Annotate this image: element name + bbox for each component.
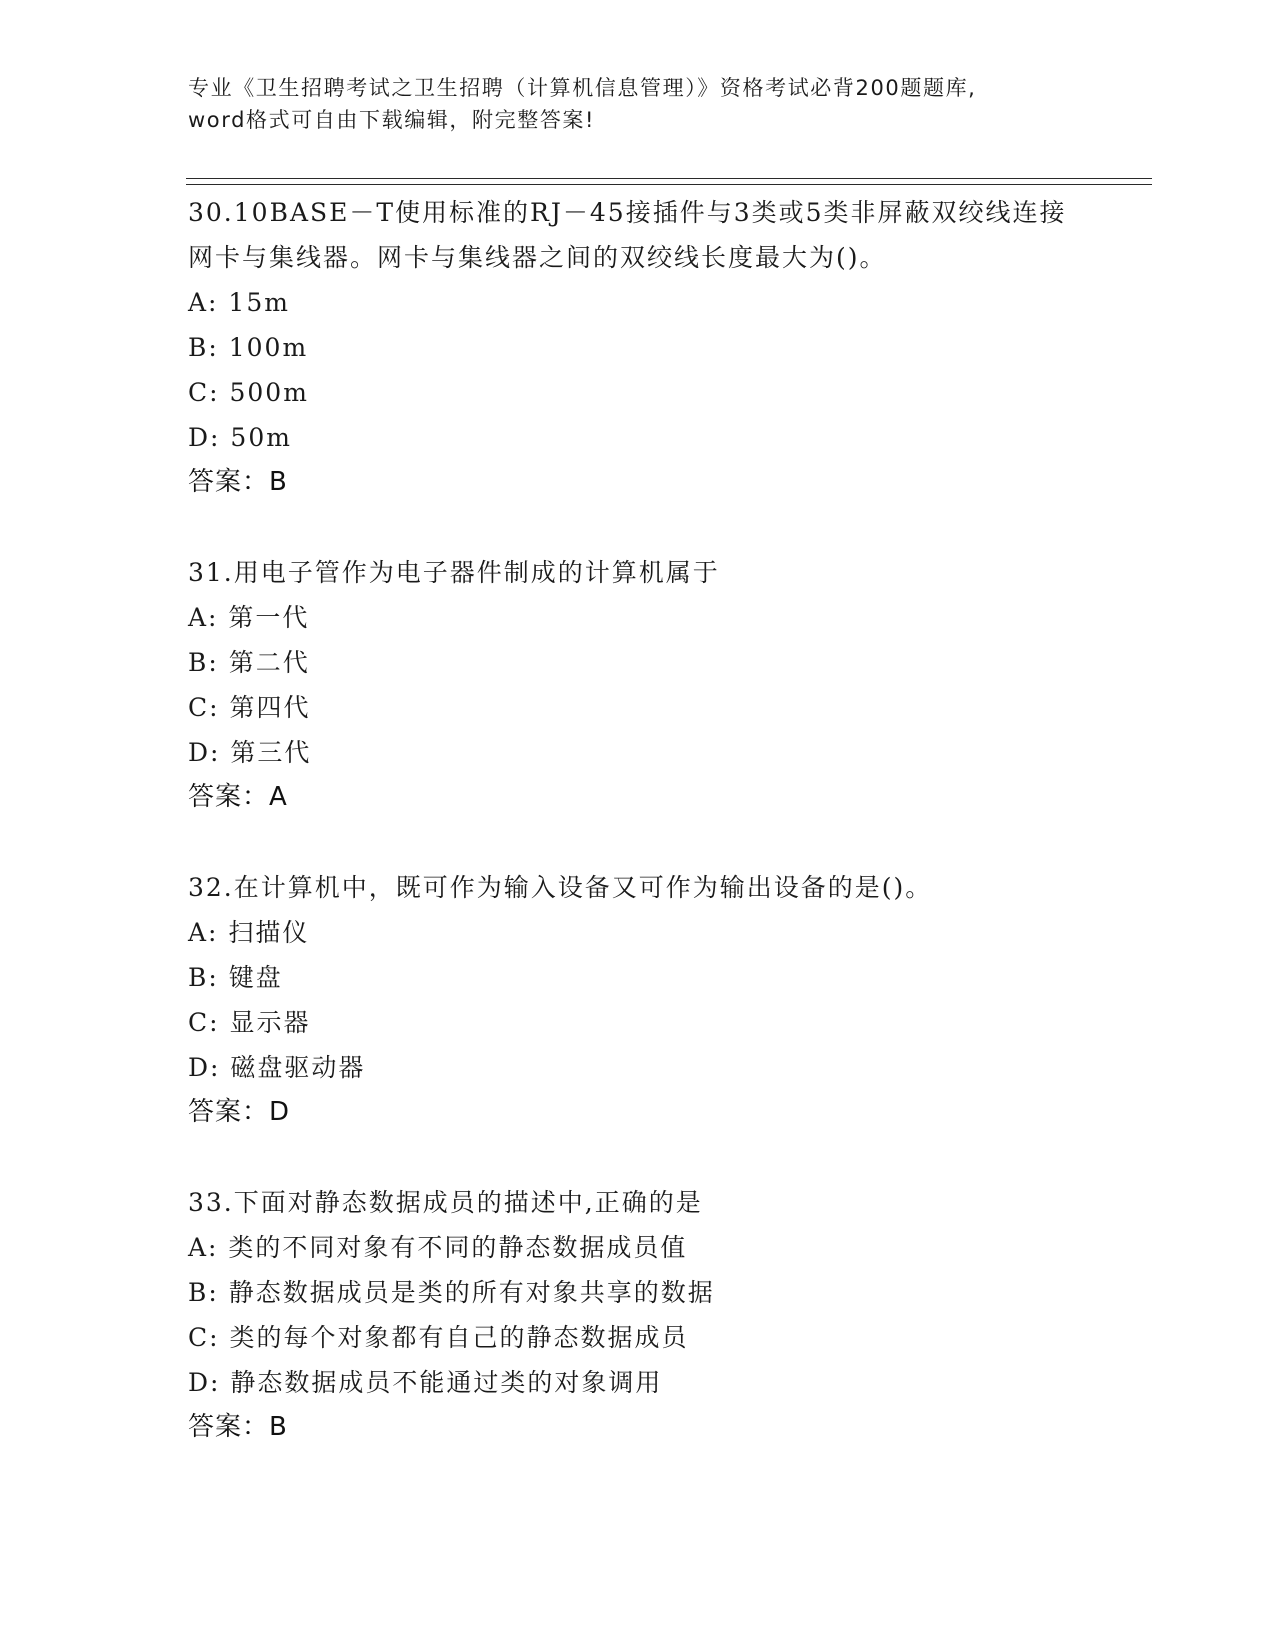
answer-label: 答案：A bbox=[188, 782, 288, 812]
option-c: C: 第四代 bbox=[188, 693, 311, 722]
option-b: B: 第二代 bbox=[188, 648, 310, 677]
option-d: D: 磁盘驱动器 bbox=[188, 1053, 366, 1082]
answer-label: 答案：B bbox=[188, 1412, 288, 1442]
header-line-2: word格式可自由下载编辑，附完整答案! bbox=[188, 108, 596, 132]
question-30 bbox=[188, 190, 1088, 505]
option-d: D: 50m bbox=[188, 423, 292, 452]
option-a: A: 扫描仪 bbox=[188, 918, 310, 947]
question-stem: 33.下面对静态数据成员的描述中,正确的是 bbox=[188, 1188, 703, 1217]
question-list bbox=[188, 190, 1088, 1495]
document-header bbox=[188, 72, 1088, 136]
question-33 bbox=[188, 1180, 1088, 1450]
option-a: A: 类的不同对象有不同的静态数据成员值 bbox=[188, 1233, 688, 1262]
option-d: D: 静态数据成员不能通过类的对象调用 bbox=[188, 1368, 663, 1397]
header-divider-bottom bbox=[186, 184, 1152, 185]
question-32 bbox=[188, 865, 1088, 1135]
option-c: C: 显示器 bbox=[188, 1008, 311, 1037]
question-stem: 32.在计算机中，既可作为输入设备又可作为输出设备的是()。 bbox=[188, 873, 933, 902]
option-a: A: 第一代 bbox=[188, 603, 310, 632]
question-stem: 30.10BASE－T使用标准的RJ－45接插件与3类或5类非屏蔽双绞线连接网卡与集线器。网卡与集线器之间的双绞线长度最大为()。 bbox=[188, 198, 1067, 272]
option-a: A: 15m bbox=[188, 288, 290, 317]
answer-label: 答案：B bbox=[188, 467, 288, 497]
option-d: D: 第三代 bbox=[188, 738, 312, 767]
answer-label: 答案：D bbox=[188, 1097, 291, 1127]
option-b: B: 100m bbox=[188, 333, 309, 362]
header-divider-top bbox=[186, 178, 1152, 179]
option-c: C: 类的每个对象都有自己的静态数据成员 bbox=[188, 1323, 689, 1352]
option-c: C: 500m bbox=[188, 378, 309, 407]
header-line-1: 专业《卫生招聘考试之卫生招聘（计算机信息管理）》资格考试必背200题题库, bbox=[188, 76, 977, 100]
option-b: B: 键盘 bbox=[188, 963, 283, 992]
question-31 bbox=[188, 550, 1088, 820]
option-b: B: 静态数据成员是类的所有对象共享的数据 bbox=[188, 1278, 715, 1307]
question-stem: 31.用电子管作为电子器件制成的计算机属于 bbox=[188, 558, 720, 587]
